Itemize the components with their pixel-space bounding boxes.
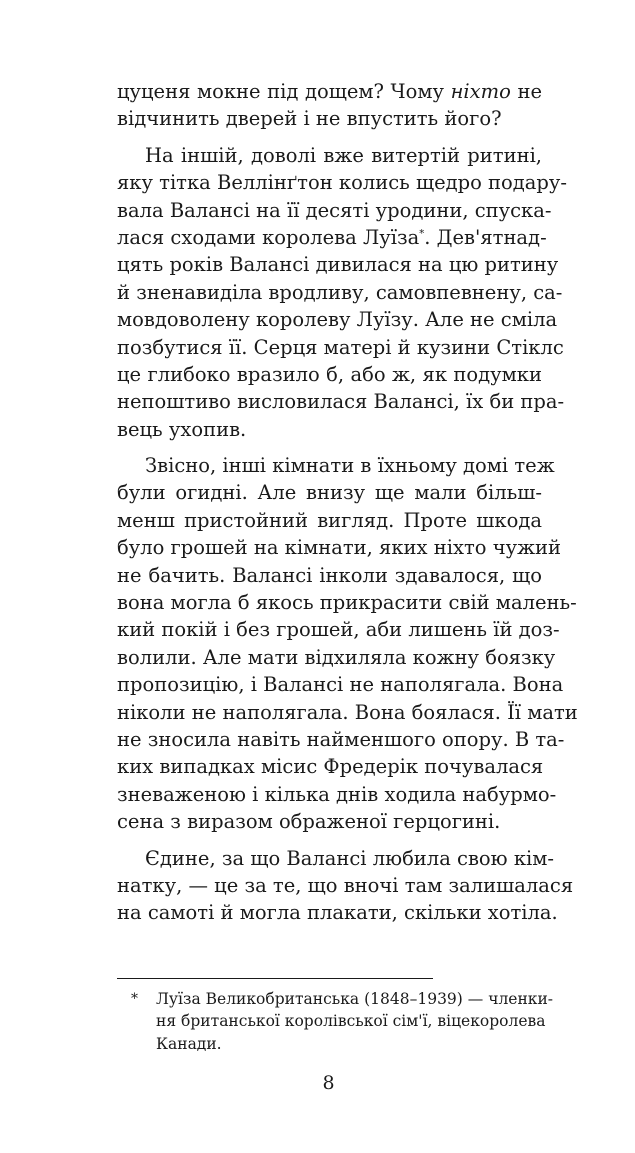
text-line: зневаженою і кілька днів ходила набурмо-: [117, 782, 557, 806]
text-line: пропозицію, і Валансі не наполягала. Вона: [117, 673, 564, 697]
text-line: яку тітка Веллінґтон колись щедро подару-: [117, 171, 567, 195]
text-line: волили. Але мати відхиляла кожну боязку: [117, 645, 556, 669]
text-line: це глибоко вразило б, або ж, як подумки: [117, 362, 542, 386]
text-line: ких випадках місис Фредерік почувалася: [117, 755, 544, 779]
page-number: 8: [322, 1072, 335, 1094]
footnote-line: Канади.: [156, 1034, 222, 1053]
text-line: На іншій, доволі вже витертій ритині,: [145, 143, 542, 167]
text-line: вона могла б якось прикрасити свій малень-: [117, 591, 577, 615]
page-body: [117, 78, 578, 927]
paragraph: [117, 845, 574, 927]
text-line: мовдоволену королеву Луїзу. Але не сміла: [117, 308, 558, 332]
footnote-divider: [117, 978, 433, 979]
text-line: цять років Валансі дивилася на цю ритину: [117, 253, 559, 277]
text-line: й зненавиділа вродливу, самовпевнену, са-: [117, 280, 563, 304]
text-line: ніколи не наполягала. Вона боялася. Її мати: [117, 700, 578, 724]
text-line: менш пристойний вигляд. Проте шкода: [117, 508, 542, 532]
text-line: не зносила навіть найменшого опору. В та-: [117, 727, 565, 751]
footnote-marker: *: [419, 228, 425, 240]
footnote-line: Луїза Великобританська (1848–1939) — членки-: [156, 990, 554, 1008]
footnote-marker: *: [131, 991, 138, 1007]
paragraph: [117, 142, 567, 443]
text-line: відчинить дверей і не впустить його?: [117, 107, 502, 131]
paragraph: [117, 452, 578, 835]
footnote: [117, 988, 554, 1055]
text-line: було грошей на кімнати, яких ніхто чужий: [117, 536, 561, 560]
text-line: Звісно, інші кімнати в їхньому домі теж: [145, 454, 555, 478]
text-line: позбутися її. Серця матері й кузини Стіклс: [117, 335, 564, 359]
text-line: сена з виразом ображеної герцогині.: [117, 810, 501, 834]
text-line: лася сходами королева Луїза*. Дев'ятнад-: [117, 225, 547, 249]
text-line: непоштиво висловилася Валансі, їх би пра-: [117, 390, 565, 414]
text-line: натку, — це за те, що вночі там залишалася: [117, 873, 574, 897]
italic-word: ніхто: [450, 80, 511, 103]
text-line: Єдине, за що Валансі любила свою кім-: [145, 846, 555, 870]
text-line: вала Валансі на її десяті уродини, спуска-: [117, 198, 552, 222]
text-line: цуценя мокне під дощем? Чому ніхто не: [117, 80, 542, 103]
paragraph: [117, 78, 542, 133]
footnote-line: ня британської королівської сім'ї, віцекоролева: [156, 1012, 546, 1031]
text-line: вець ухопив.: [117, 417, 247, 441]
text-line: на самоті й могла плакати, скільки хотіла.: [117, 901, 558, 925]
text-line: були огидні. Але внизу ще мали більш-: [117, 481, 542, 505]
text-line: кий покій і без грошей, аби лишень їй доз-: [117, 618, 560, 642]
text-line: не бачить. Валансі інколи здавалося, що: [117, 563, 542, 587]
